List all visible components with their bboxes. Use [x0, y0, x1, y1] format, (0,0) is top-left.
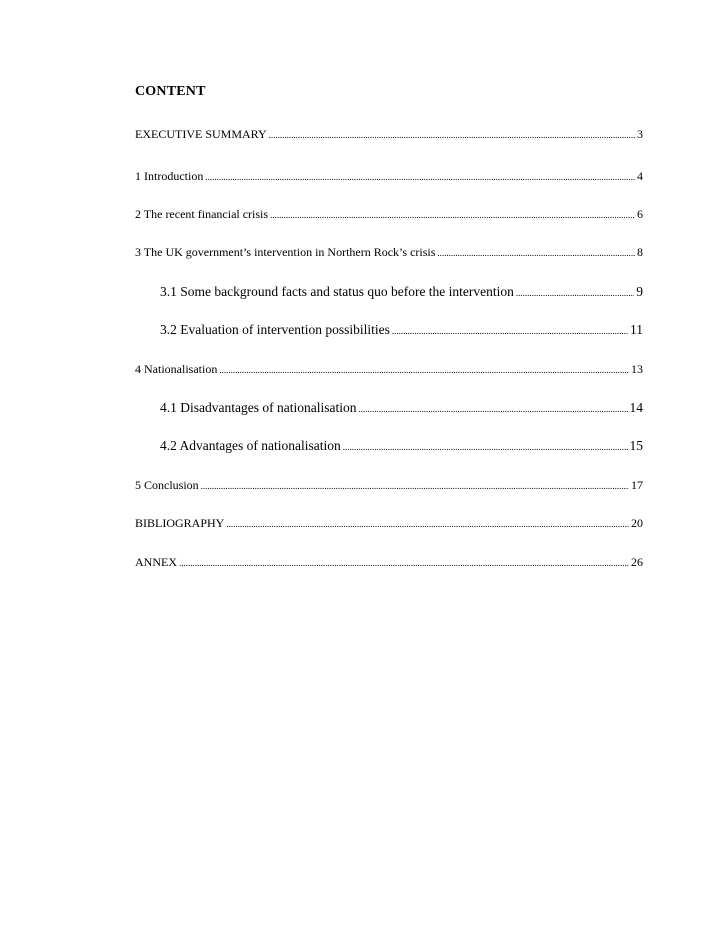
toc-entry-advantages[interactable]	[160, 438, 643, 454]
toc-page-number: 4	[637, 169, 643, 183]
toc-entry-text: 3.1 Some background facts and status quo before the intervention	[160, 284, 514, 299]
toc-entry-text: 3 The UK government’s intervention in Northern Rock’s crisis	[135, 245, 436, 259]
toc-entry-nationalisation[interactable]	[135, 362, 643, 377]
toc-entry-text: EXECUTIVE SUMMARY	[135, 127, 267, 141]
toc-entry-intervention-possibilities[interactable]	[160, 322, 643, 338]
toc-entry-text: 4.1 Disadvantages of nationalisation	[160, 400, 357, 415]
toc-entry-text: BIBLIOGRAPHY	[135, 516, 225, 530]
toc-leader-dots	[343, 442, 628, 452]
toc-page-number: 11	[630, 322, 643, 337]
toc-entry-text: 1 Introduction	[135, 169, 204, 183]
toc-page-number: 15	[629, 438, 643, 453]
toc-entry-background-facts[interactable]	[160, 284, 643, 300]
toc-entry-text: 5 Conclusion	[135, 478, 199, 492]
toc-leader-dots	[270, 210, 635, 220]
toc-page-number: 14	[629, 400, 643, 415]
toc-leader-dots	[392, 326, 628, 336]
toc-entry-bibliography[interactable]	[135, 516, 643, 531]
toc-entry-disadvantages[interactable]	[160, 400, 643, 416]
toc-entry-text: 2 The recent financial crisis	[135, 207, 269, 221]
toc-page-number: 20	[631, 516, 643, 530]
toc-title: CONTENT	[135, 84, 206, 99]
toc-leader-dots	[226, 519, 629, 529]
toc-entry-executive-summary[interactable]	[135, 127, 643, 142]
toc-entry-annex[interactable]	[135, 555, 643, 570]
toc-entry-text: 4 Nationalisation	[135, 362, 218, 376]
toc-leader-dots	[201, 481, 629, 491]
toc-leader-dots	[205, 172, 635, 182]
toc-entry-text: ANNEX	[135, 555, 177, 569]
toc-page-number: 17	[631, 478, 643, 492]
toc-page-number: 3	[637, 127, 643, 141]
toc-page-number: 9	[636, 284, 643, 299]
toc-page-number: 8	[637, 245, 643, 259]
toc-leader-dots	[437, 248, 635, 258]
toc-entry-text: 4.2 Advantages of nationalisation	[160, 438, 341, 453]
toc-leader-dots	[269, 130, 635, 140]
toc-page-number: 13	[631, 362, 643, 376]
toc-entry-text: 3.2 Evaluation of intervention possibilities	[160, 322, 390, 337]
toc-leader-dots	[516, 288, 634, 298]
toc-leader-dots	[219, 365, 629, 375]
toc-page-number: 6	[637, 207, 643, 221]
toc-entry-financial-crisis[interactable]	[135, 207, 643, 222]
toc-leader-dots	[179, 558, 629, 568]
toc-entry-uk-intervention[interactable]	[135, 245, 643, 260]
toc-entry-conclusion[interactable]	[135, 478, 643, 493]
toc-leader-dots	[358, 404, 627, 414]
toc-entry-introduction[interactable]	[135, 169, 643, 184]
toc-page-number: 26	[631, 555, 643, 569]
